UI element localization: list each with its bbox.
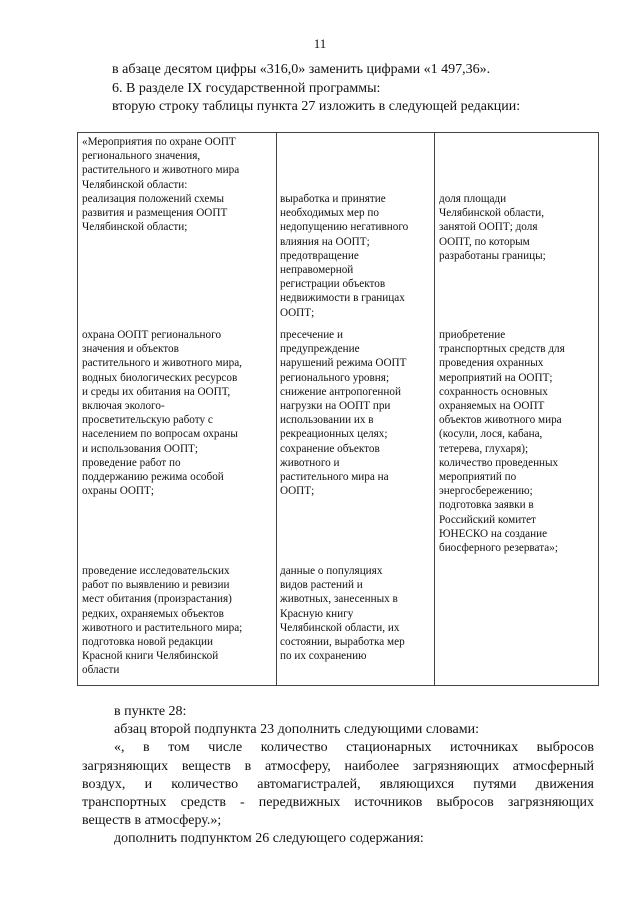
- quote-line-4: транспортных средств - передвижных источников выбросов загрязняющих: [82, 795, 594, 811]
- table-cell-r1-c1: «Мероприятия по охране ООПТ регионального значения, растительного и животного мира Челябинской области: реализация положений схемы развития и размещения ООПТ Челябинской области;: [82, 136, 240, 234]
- table-cell-r2-c3: приобретение транспортных средств для проведения охранных мероприятий на ООПТ; сохранность основных охраняемых на ООПТ объектов животного мира (косули, лося, кабана, тетерева, глухаря); количество проведенных мероприятий по энергосбережению; подготовка заявки в Российский комитет ЮНЕСКО на создание биосферного резервата»;: [439, 329, 565, 555]
- page-number: 11: [313, 36, 327, 51]
- table-cell-r3-c2: данные о популяциях видов растений и животных, занесенных в Красную книгу Челябинской области, их состоянии, выработка мер по их сохранению: [280, 565, 405, 663]
- table-cell-r2-c1: охрана ООПТ регионального значения и объектов растительного и животного мира, водных биологических ресурсов и среды их обитания на ООПТ, включая эколого- просветительскую работу с населением по вопросам охраны и использования ООПТ; проведение работ по поддержанию режима особой охраны ООПТ;: [82, 329, 242, 498]
- program-table: [77, 132, 599, 686]
- table-cell-r2-c2: пресечение и предупреждение нарушений режима ООПТ регионального уровня; снижение антропогенной нагрузки на ООПТ при использовании их в рекреационных целях; сохранение объектов животного и растительного мира на ООПТ;: [280, 329, 407, 498]
- amendment-text: [82, 703, 594, 849]
- intro-line-2: 6. В разделе IX государственной программы:: [112, 80, 381, 96]
- quote-line-2: загрязняющих веществ в атмосферу, наиболее загрязняющих атмосферный: [82, 758, 594, 774]
- paragraph-subpoint-26: дополнить подпунктом 26 следующего содержания:: [114, 831, 424, 847]
- intro-line-1: в абзаце десятом цифры «316,0» заменить цифрами «1 497,36».: [112, 62, 491, 77]
- intro-block: [112, 61, 592, 117]
- table-cell-r1-c3: доля площади Челябинской области, занятой ООПТ; доля ООПТ, по которым разработаны границы;: [439, 193, 546, 262]
- table-column-divider-1: [276, 133, 277, 685]
- table-cell-r3-c1: проведение исследовательских работ по выявлению и ревизии мест обитания (произрастания) редких, охраняемых объектов животного и растительного мира; подготовка новой редакции Красной книги Челябинской области: [82, 565, 243, 677]
- quote-line-3: воздух, и количество автомагистралей, являющихся путями движения: [82, 776, 594, 792]
- quote-line-1: «, в том числе количество стационарных источниках выбросов: [114, 740, 594, 756]
- quote-line-5: веществ в атмосферу.»;: [82, 813, 222, 829]
- intro-line-3: вторую строку таблицы пункта 27 изложить в следующей редакции:: [112, 99, 521, 114]
- table-cell-r1-c2: выработка и принятие необходимых мер по недопущению негативного влияния на ООПТ; предотвращение неправомерной регистрации объектов недвижимости в границах ООПТ;: [280, 193, 409, 319]
- table-column-divider-2: [434, 133, 435, 685]
- paragraph-point-28: в пункте 28:: [114, 704, 187, 719]
- paragraph-subpoint-23: абзац второй подпункта 23 дополнить следующими словами:: [114, 722, 479, 738]
